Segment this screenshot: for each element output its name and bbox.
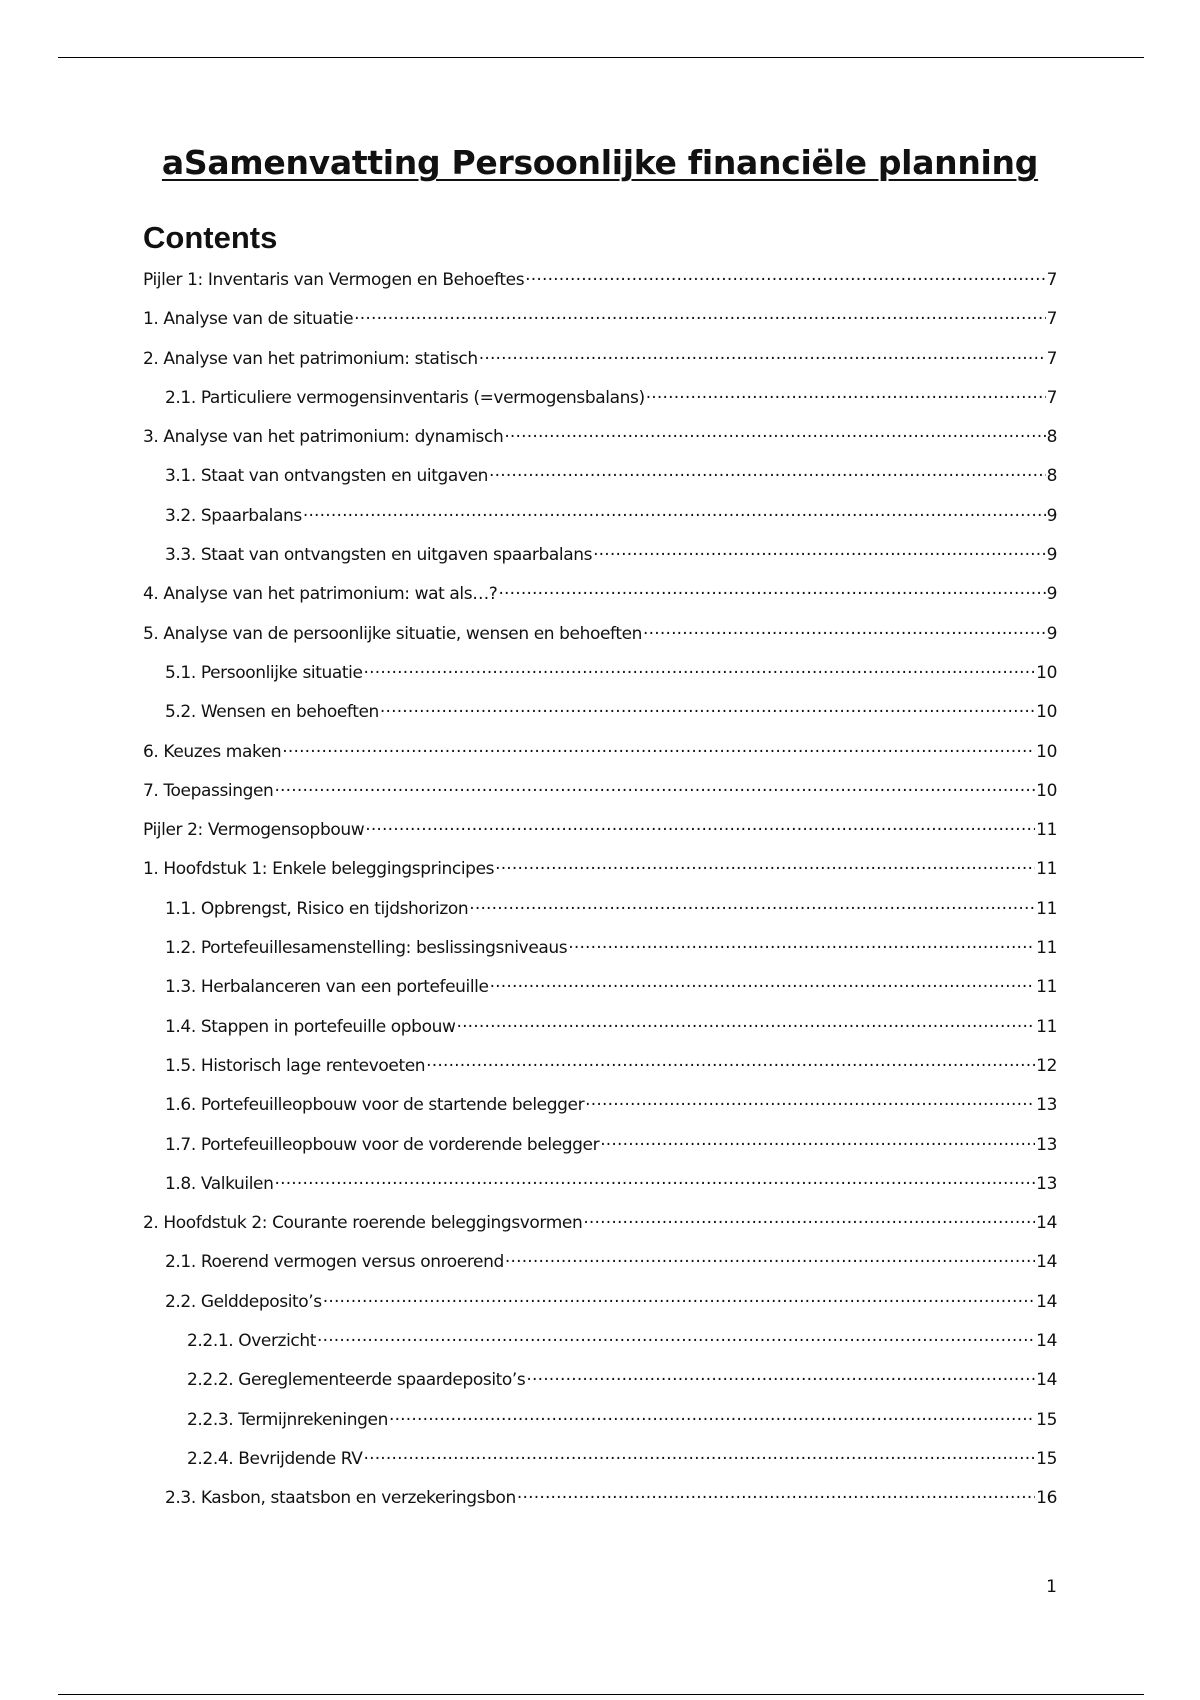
contents-heading: Contents [143, 220, 278, 255]
toc-entry[interactable] [143, 307, 1057, 346]
toc-entry-page: 13 [1036, 1134, 1057, 1155]
toc-entry[interactable] [143, 464, 1057, 503]
toc-dot-leader [525, 268, 1045, 285]
toc-dot-leader [456, 1015, 1035, 1032]
toc-entry-label: 6. Keuzes maken [143, 741, 282, 762]
toc-entry[interactable] [143, 740, 1057, 779]
toc-entry-label: 2.1. Particuliere vermogensinventaris (=vermogensbalans) [165, 387, 645, 408]
toc-dot-leader [365, 818, 1035, 835]
toc-entry-page: 13 [1036, 1173, 1057, 1194]
toc-entry[interactable] [143, 700, 1057, 739]
toc-dot-leader [282, 740, 1035, 757]
toc-dot-leader [646, 386, 1046, 403]
toc-entry-page: 11 [1036, 1016, 1057, 1037]
toc-entry-page: 9 [1046, 545, 1057, 566]
toc-entry-page: 11 [1036, 820, 1057, 841]
toc-entry-label: 2.2.4. Bevrijdende RV [187, 1448, 363, 1469]
toc-dot-leader [600, 1133, 1035, 1150]
toc-dot-leader [323, 1290, 1035, 1307]
toc-dot-leader [364, 661, 1036, 678]
toc-entry-label: 1.6. Portefeuilleopbouw voor de startende belegger [165, 1095, 585, 1116]
toc-entry-label: 1. Hoofdstuk 1: Enkele beleggingsprincipes [143, 859, 495, 880]
toc-dot-leader [303, 504, 1046, 521]
toc-entry-page: 7 [1046, 309, 1057, 330]
toc-entry-label: 2.3. Kasbon, staatsbon en verzekeringsbon [165, 1488, 516, 1509]
toc-entry-label: 3.2. Spaarbalans [165, 505, 302, 526]
toc-entry-label: 7. Toepassingen [143, 780, 274, 801]
toc-entry[interactable] [143, 1447, 1057, 1486]
toc-dot-leader [426, 1054, 1035, 1071]
page-number: 1 [1046, 1577, 1057, 1597]
toc-entry-label: 3.3. Staat van ontvangsten en uitgaven spaarbalans [165, 545, 593, 566]
toc-entry-label: 3. Analyse van het patrimonium: dynamisch [143, 427, 504, 448]
toc-entry-page: 11 [1036, 977, 1057, 998]
toc-entry-page: 13 [1036, 1095, 1057, 1116]
toc-entry-label: 5.1. Persoonlijke situatie [165, 662, 363, 683]
toc-entry-page: 16 [1036, 1488, 1057, 1509]
toc-dot-leader [593, 543, 1046, 560]
toc-entry-page: 9 [1046, 505, 1057, 526]
toc-entry[interactable] [143, 818, 1057, 857]
toc-entry[interactable] [143, 386, 1057, 425]
toc-entry-page: 7 [1046, 348, 1057, 369]
toc-entry-page: 14 [1036, 1252, 1057, 1273]
toc-entry-page: 7 [1046, 270, 1057, 290]
toc-entry-page: 14 [1036, 1291, 1057, 1312]
toc-entry[interactable] [143, 1054, 1057, 1093]
toc-dot-leader [363, 1447, 1035, 1464]
toc-entry-label: 1. Analyse van de situatie [143, 309, 354, 330]
toc-dot-leader [583, 1211, 1035, 1228]
toc-dot-leader [317, 1329, 1035, 1346]
toc-entry-label: 2.2.1. Overzicht [187, 1331, 316, 1352]
toc-entry-page: 8 [1046, 427, 1057, 448]
toc-entry[interactable] [143, 582, 1057, 621]
toc-entry-label: 1.4. Stappen in portefeuille opbouw [165, 1016, 456, 1037]
toc-entry[interactable] [143, 1329, 1057, 1368]
toc-entry[interactable] [143, 347, 1057, 386]
toc-entry[interactable] [143, 1368, 1057, 1407]
toc-dot-leader [489, 464, 1046, 481]
toc-entry[interactable] [143, 543, 1057, 582]
toc-entry-page: 15 [1036, 1409, 1057, 1430]
toc-entry[interactable] [143, 857, 1057, 896]
toc-entry-label: Pijler 1: Inventaris van Vermogen en Behoeftes [143, 270, 525, 290]
toc-entry-page: 10 [1036, 780, 1057, 801]
toc-dot-leader [585, 1093, 1035, 1110]
toc-entry[interactable] [143, 1486, 1057, 1525]
toc-entry-page: 11 [1036, 859, 1057, 880]
toc-entry-label: 2. Analyse van het patrimonium: statisch [143, 348, 478, 369]
toc-entry[interactable] [143, 425, 1057, 464]
toc-entry-label: 5.2. Wensen en behoeften [165, 702, 379, 723]
toc-dot-leader [568, 936, 1035, 953]
toc-dot-leader [504, 425, 1045, 442]
toc-dot-leader [490, 975, 1036, 992]
toc-entry-page: 10 [1036, 662, 1057, 683]
toc-entry[interactable] [143, 1408, 1057, 1447]
toc-entry[interactable] [143, 1133, 1057, 1172]
toc-dot-leader [354, 307, 1045, 324]
toc-entry-label: Pijler 2: Vermogensopbouw [143, 820, 365, 841]
document-title: aSamenvatting Persoonlijke financiële planning [161, 143, 1039, 182]
toc-dot-leader [479, 347, 1046, 364]
toc-entry[interactable] [143, 504, 1057, 543]
toc-dot-leader [643, 622, 1046, 639]
toc-entry-label: 1.7. Portefeuilleopbouw voor de vorderende belegger [165, 1134, 600, 1155]
toc-dot-leader [517, 1486, 1035, 1503]
toc-entry[interactable] [143, 1015, 1057, 1054]
toc-entry-page: 10 [1036, 741, 1057, 762]
toc-entry-page: 14 [1036, 1213, 1057, 1234]
toc-dot-leader [389, 1408, 1035, 1425]
toc-entry[interactable] [143, 975, 1057, 1014]
toc-entry-label: 2.2.2. Gereglementeerde spaardeposito’s [187, 1370, 526, 1391]
toc-entry[interactable] [143, 897, 1057, 936]
toc-dot-leader [495, 857, 1035, 874]
toc-entry[interactable] [143, 268, 1057, 307]
toc-entry[interactable] [143, 1211, 1057, 1250]
toc-dot-leader [505, 1250, 1035, 1267]
toc-entry-page: 9 [1046, 623, 1057, 644]
toc-entry-page: 14 [1036, 1331, 1057, 1352]
toc-entry-label: 2.2.3. Termijnrekeningen [187, 1409, 388, 1430]
footer-rule [58, 1694, 1144, 1695]
toc-entry-page: 8 [1046, 466, 1057, 487]
toc-entry-page: 11 [1036, 898, 1057, 919]
toc-entry[interactable] [143, 622, 1057, 661]
toc-entry[interactable] [143, 779, 1057, 818]
toc-entry-page: 7 [1046, 387, 1057, 408]
toc-entry-label: 2.2. Gelddeposito’s [165, 1291, 322, 1312]
toc-entry-page: 11 [1036, 938, 1057, 959]
toc-entry[interactable] [143, 1290, 1057, 1329]
toc-entry[interactable] [143, 1172, 1057, 1211]
toc-entry[interactable] [143, 936, 1057, 975]
header-rule [58, 57, 1144, 58]
toc-entry[interactable] [143, 661, 1057, 700]
table-of-contents [143, 268, 1057, 1526]
toc-entry-page: 15 [1036, 1448, 1057, 1469]
toc-entry-label: 2. Hoofdstuk 2: Courante roerende beleggingsvormen [143, 1213, 583, 1234]
toc-entry-label: 1.5. Historisch lage rentevoeten [165, 1055, 426, 1076]
toc-entry-label: 1.8. Valkuilen [165, 1173, 274, 1194]
toc-dot-leader [469, 897, 1035, 914]
toc-entry-label: 2.1. Roerend vermogen versus onroerend [165, 1252, 504, 1273]
toc-entry-label: 5. Analyse van de persoonlijke situatie, wensen en behoeften [143, 623, 643, 644]
toc-entry[interactable] [143, 1093, 1057, 1132]
toc-entry-page: 10 [1036, 702, 1057, 723]
toc-entry-label: 3.1. Staat van ontvangsten en uitgaven [165, 466, 489, 487]
toc-dot-leader [526, 1368, 1035, 1385]
toc-dot-leader [274, 1172, 1035, 1189]
toc-dot-leader [380, 700, 1035, 717]
toc-dot-leader [274, 779, 1035, 796]
toc-entry-label: 1.3. Herbalanceren van een portefeuille [165, 977, 489, 998]
toc-dot-leader [498, 582, 1045, 599]
toc-entry-page: 12 [1036, 1055, 1057, 1076]
toc-entry-label: 1.2. Portefeuillesamenstelling: beslissingsniveaus [165, 938, 568, 959]
toc-entry-label: 1.1. Opbrengst, Risico en tijdshorizon [165, 898, 469, 919]
toc-entry-page: 9 [1046, 584, 1057, 605]
toc-entry-label: 4. Analyse van het patrimonium: wat als…? [143, 584, 498, 605]
toc-entry[interactable] [143, 1250, 1057, 1289]
toc-entry-page: 14 [1036, 1370, 1057, 1391]
